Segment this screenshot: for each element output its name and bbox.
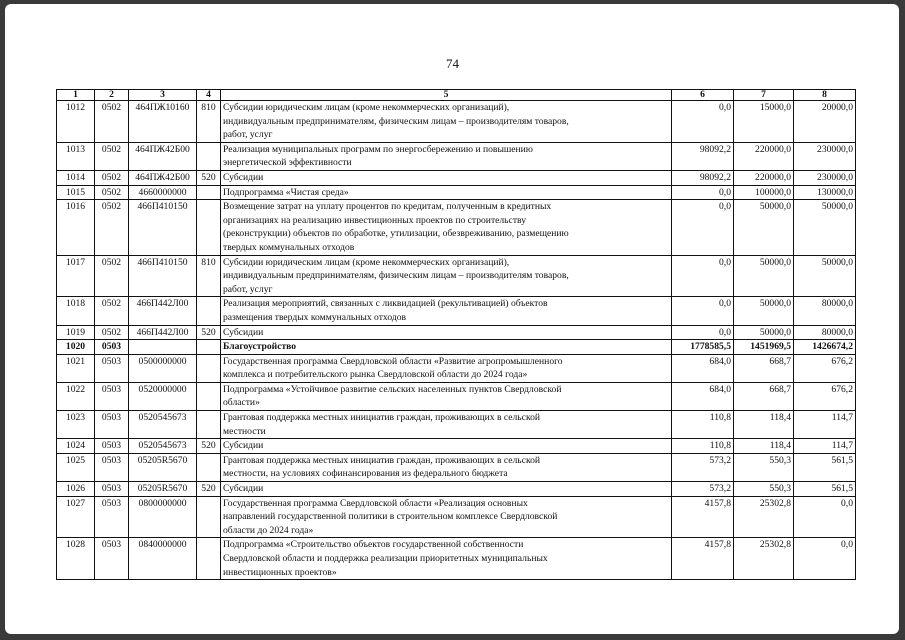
- item-name-line: Свердловской области и поддержка реализации приоритетных муниципальных: [223, 553, 548, 564]
- amount-col6-cell: 98092,2: [672, 142, 734, 170]
- expense-type-cell: [197, 453, 221, 481]
- item-name-line: местности, на условиях софинансирования из федерального бюджета: [223, 468, 508, 480]
- table-row: [57, 439, 856, 454]
- row-number-cell: 1025: [57, 453, 95, 481]
- row-number-cell: 1020: [57, 340, 95, 355]
- amount-col8-cell: 80000,0: [794, 297, 856, 325]
- expense-type-cell: [197, 354, 221, 382]
- item-name-line: Грантовая поддержка местных инициатив граждан, проживающих в сельской: [223, 454, 541, 466]
- row-number-cell: 1019: [57, 325, 95, 340]
- table-row: [57, 170, 856, 185]
- section-code-cell: 0502: [95, 200, 129, 255]
- amount-col8-cell: 130000,0: [794, 185, 856, 200]
- expense-type-cell: [197, 297, 221, 325]
- target-article-cell: 0520545673: [129, 439, 197, 454]
- amount-col7-cell: 15000,0: [734, 101, 794, 143]
- budget-table: [56, 89, 856, 580]
- table-row: [57, 354, 856, 382]
- amount-col6-cell: 0,0: [672, 185, 734, 200]
- item-name-line: Субсидии юридическим лицам (кроме некоммерческих организаций),: [223, 256, 510, 268]
- section-code-cell: 0503: [95, 340, 129, 355]
- item-name-cell: [221, 482, 672, 497]
- section-code-cell: 0502: [95, 297, 129, 325]
- target-article-cell: 0520000000: [129, 382, 197, 410]
- table-row: [57, 453, 856, 481]
- table-row: [57, 538, 856, 580]
- item-name-line: Субсидии: [223, 440, 264, 452]
- amount-col6-cell: 573,2: [672, 482, 734, 497]
- amount-col8-cell: 230000,0: [794, 170, 856, 185]
- target-article-cell: 466П410150: [129, 200, 197, 255]
- amount-col6-cell: 4157,8: [672, 538, 734, 580]
- item-name-line: инвестиционных проектов»: [223, 566, 337, 578]
- item-name-line: комплекса и потребительского рынка Свердловской области до 2024 года»: [223, 369, 528, 381]
- table-row: [57, 496, 856, 538]
- section-code-cell: 0503: [95, 482, 129, 497]
- table-row: [57, 482, 856, 497]
- amount-col6-cell: 4157,8: [672, 496, 734, 538]
- item-name-line: организациях на реализацию инвестиционных проектов по строительству: [223, 214, 527, 226]
- row-number-cell: 1017: [57, 255, 95, 297]
- amount-col6-cell: 0,0: [672, 297, 734, 325]
- amount-col6-cell: 684,0: [672, 382, 734, 410]
- item-name-cell: [221, 297, 672, 325]
- item-name-line: Субсидии: [223, 483, 264, 495]
- item-name-line: работ, услуг: [223, 129, 273, 141]
- expense-type-cell: [197, 496, 221, 538]
- amount-col8-cell: 114,7: [794, 439, 856, 454]
- target-article-cell: 466П442Л00: [129, 297, 197, 325]
- item-name-line: работ, услуг: [223, 283, 273, 295]
- amount-col8-cell: 676,2: [794, 354, 856, 382]
- header-cell: 8: [794, 90, 856, 101]
- section-code-cell: 0503: [95, 354, 129, 382]
- table-row: [57, 185, 856, 200]
- amount-col8-cell: 561,5: [794, 453, 856, 481]
- target-article-cell: 0840000000: [129, 538, 197, 580]
- target-article-cell: 464ПЖ10160: [129, 101, 197, 143]
- target-article-cell: 4660000000: [129, 185, 197, 200]
- item-name-cell: [221, 185, 672, 200]
- header-cell: 3: [129, 90, 197, 101]
- row-number-cell: 1013: [57, 142, 95, 170]
- amount-col7-cell: 50000,0: [734, 255, 794, 297]
- target-article-cell: 0800000000: [129, 496, 197, 538]
- table-body: [57, 101, 856, 580]
- amount-col7-cell: 50000,0: [734, 297, 794, 325]
- table-row: [57, 255, 856, 297]
- expense-type-cell: 810: [197, 255, 221, 297]
- item-name-line: Подпрограмма «Устойчивое развитие сельских населенных пунктов Свердловской: [223, 383, 562, 395]
- item-name-line: Подпрограмма «Строительство объектов государственной собственности: [223, 539, 524, 551]
- item-name-line: Грантовая поддержка местных инициатив граждан, проживающих в сельской: [223, 412, 541, 424]
- item-name-line: Благоустройство: [223, 341, 297, 353]
- item-name-cell: [221, 453, 672, 481]
- amount-col8-cell: 20000,0: [794, 101, 856, 143]
- table-row: [57, 200, 856, 255]
- amount-col6-cell: 110,8: [672, 411, 734, 439]
- amount-col8-cell: 676,2: [794, 382, 856, 410]
- table-row: [57, 325, 856, 340]
- table-row: [57, 382, 856, 410]
- table-row: [57, 297, 856, 325]
- amount-col7-cell: 668,7: [734, 354, 794, 382]
- target-article-cell: 464ПЖ42Б00: [129, 170, 197, 185]
- section-code-cell: 0502: [95, 185, 129, 200]
- item-name-line: области до 2024 года»: [223, 524, 314, 536]
- amount-col7-cell: 220000,0: [734, 170, 794, 185]
- amount-col7-cell: 550,3: [734, 453, 794, 481]
- expense-type-cell: [197, 142, 221, 170]
- section-code-cell: 0502: [95, 142, 129, 170]
- target-article-cell: 05205R5670: [129, 482, 197, 497]
- header-cell: 4: [197, 90, 221, 101]
- expense-type-cell: 520: [197, 325, 221, 340]
- item-name-line: Государственная программа Свердловской области «Реализация основных: [223, 497, 528, 509]
- amount-col7-cell: 25302,8: [734, 538, 794, 580]
- amount-col7-cell: 100000,0: [734, 185, 794, 200]
- item-name-line: Субсидии: [223, 171, 264, 183]
- item-name-cell: [221, 439, 672, 454]
- section-code-cell: 0503: [95, 453, 129, 481]
- amount-col8-cell: 0,0: [794, 538, 856, 580]
- header-cell: 7: [734, 90, 794, 101]
- amount-col6-cell: 573,2: [672, 453, 734, 481]
- amount-col6-cell: 0,0: [672, 255, 734, 297]
- item-name-line: энергетической эффективности: [223, 157, 352, 169]
- amount-col6-cell: 110,8: [672, 439, 734, 454]
- amount-col6-cell: 684,0: [672, 354, 734, 382]
- amount-col7-cell: 25302,8: [734, 496, 794, 538]
- target-article-cell: 466П410150: [129, 255, 197, 297]
- amount-col6-cell: 0,0: [672, 101, 734, 143]
- row-number-cell: 1023: [57, 411, 95, 439]
- row-number-cell: 1024: [57, 439, 95, 454]
- amount-col8-cell: 230000,0: [794, 142, 856, 170]
- row-number-cell: 1027: [57, 496, 95, 538]
- item-name-cell: [221, 411, 672, 439]
- item-name-line: индивидуальным предпринимателям, физическим лицам – производителям товаров,: [223, 115, 569, 127]
- item-name-line: местности: [223, 425, 266, 437]
- target-article-cell: 0500000000: [129, 354, 197, 382]
- amount-col7-cell: 668,7: [734, 382, 794, 410]
- section-code-cell: 0503: [95, 496, 129, 538]
- header-cell: 1: [57, 90, 95, 101]
- item-name-cell: [221, 382, 672, 410]
- table-row: [57, 101, 856, 143]
- amount-col7-cell: 50000,0: [734, 200, 794, 255]
- item-name-cell: [221, 170, 672, 185]
- item-name-line: размещения твердых коммунальных отходов: [223, 311, 407, 323]
- target-article-cell: 05205R5670: [129, 453, 197, 481]
- section-code-cell: 0502: [95, 101, 129, 143]
- expense-type-cell: [197, 382, 221, 410]
- amount-col8-cell: 0,0: [794, 496, 856, 538]
- amount-col8-cell: 561,5: [794, 482, 856, 497]
- expense-type-cell: 520: [197, 439, 221, 454]
- item-name-cell: [221, 200, 672, 255]
- item-name-line: Государственная программа Свердловской области «Развитие агропромышленного: [223, 355, 563, 367]
- row-number-cell: 1026: [57, 482, 95, 497]
- expense-type-cell: [197, 538, 221, 580]
- amount-col8-cell: 80000,0: [794, 325, 856, 340]
- item-name-line: направлений государственной политики в строительном комплексе Свердловской: [223, 511, 558, 523]
- amount-col7-cell: 1451969,5: [734, 340, 794, 355]
- amount-col7-cell: 50000,0: [734, 325, 794, 340]
- table-row: [57, 411, 856, 439]
- section-code-cell: 0503: [95, 538, 129, 580]
- target-article-cell: 0520545673: [129, 411, 197, 439]
- item-name-line: Возмещение затрат на уплату процентов по кредитам, полученным в кредитных: [223, 201, 552, 213]
- page-number: 74: [446, 56, 459, 71]
- amount-col6-cell: 0,0: [672, 200, 734, 255]
- row-number-cell: 1021: [57, 354, 95, 382]
- row-number-cell: 1016: [57, 200, 95, 255]
- row-number-cell: 1014: [57, 170, 95, 185]
- item-name-line: Реализация муниципальных программ по энергосбережению и повышению: [223, 143, 533, 155]
- item-name-line: индивидуальным предпринимателям, физическим лицам – производителям товаров,: [223, 270, 569, 282]
- item-name-line: (реконструкции) объектов по обработке, утилизации, обезвреживанию, размещению: [223, 228, 569, 240]
- item-name-cell: [221, 325, 672, 340]
- item-name-line: области»: [223, 397, 260, 409]
- item-name-line: Субсидии: [223, 326, 264, 338]
- table-header-row: [57, 90, 856, 101]
- amount-col6-cell: 0,0: [672, 325, 734, 340]
- expense-type-cell: 810: [197, 101, 221, 143]
- item-name-cell: [221, 142, 672, 170]
- item-name-cell: [221, 538, 672, 580]
- amount-col6-cell: 1778585,5: [672, 340, 734, 355]
- header-cell: 6: [672, 90, 734, 101]
- item-name-cell: [221, 255, 672, 297]
- table-row: [57, 142, 856, 170]
- row-number-cell: 1018: [57, 297, 95, 325]
- item-name-line: Субсидии юридическим лицам (кроме некоммерческих организаций),: [223, 102, 510, 113]
- header-cell: 2: [95, 90, 129, 101]
- section-code-cell: 0503: [95, 382, 129, 410]
- item-name-line: Реализация мероприятий, связанных с ликвидацией (рекультивацией) объектов: [223, 298, 548, 310]
- expense-type-cell: [197, 200, 221, 255]
- row-number-cell: 1012: [57, 101, 95, 143]
- target-article-cell: [129, 340, 197, 355]
- item-name-cell: [221, 496, 672, 538]
- item-name-line: Подпрограмма «Чистая среда»: [223, 186, 349, 198]
- row-number-cell: 1015: [57, 185, 95, 200]
- amount-col7-cell: 550,3: [734, 482, 794, 497]
- section-code-cell: 0502: [95, 170, 129, 185]
- expense-type-cell: [197, 185, 221, 200]
- item-name-cell: [221, 354, 672, 382]
- header-cell: 5: [221, 90, 672, 101]
- amount-col7-cell: 118,4: [734, 411, 794, 439]
- target-article-cell: 466П442Л00: [129, 325, 197, 340]
- table-row: [57, 340, 856, 355]
- row-number-cell: 1022: [57, 382, 95, 410]
- amount-col8-cell: 1426674,2: [794, 340, 856, 355]
- row-number-cell: 1028: [57, 538, 95, 580]
- expense-type-cell: [197, 340, 221, 355]
- section-code-cell: 0503: [95, 411, 129, 439]
- expense-type-cell: [197, 411, 221, 439]
- amount-col8-cell: 50000,0: [794, 255, 856, 297]
- section-code-cell: 0503: [95, 439, 129, 454]
- amount-col7-cell: 220000,0: [734, 142, 794, 170]
- expense-type-cell: 520: [197, 170, 221, 185]
- target-article-cell: 464ПЖ42Б00: [129, 142, 197, 170]
- section-code-cell: 0502: [95, 325, 129, 340]
- expense-type-cell: 520: [197, 482, 221, 497]
- item-name-cell: [221, 340, 672, 355]
- section-code-cell: 0502: [95, 255, 129, 297]
- item-name-line: твердых коммунальных отходов: [223, 241, 355, 253]
- amount-col8-cell: 114,7: [794, 411, 856, 439]
- amount-col7-cell: 118,4: [734, 439, 794, 454]
- amount-col6-cell: 98092,2: [672, 170, 734, 185]
- item-name-cell: [221, 101, 672, 143]
- amount-col8-cell: 50000,0: [794, 200, 856, 255]
